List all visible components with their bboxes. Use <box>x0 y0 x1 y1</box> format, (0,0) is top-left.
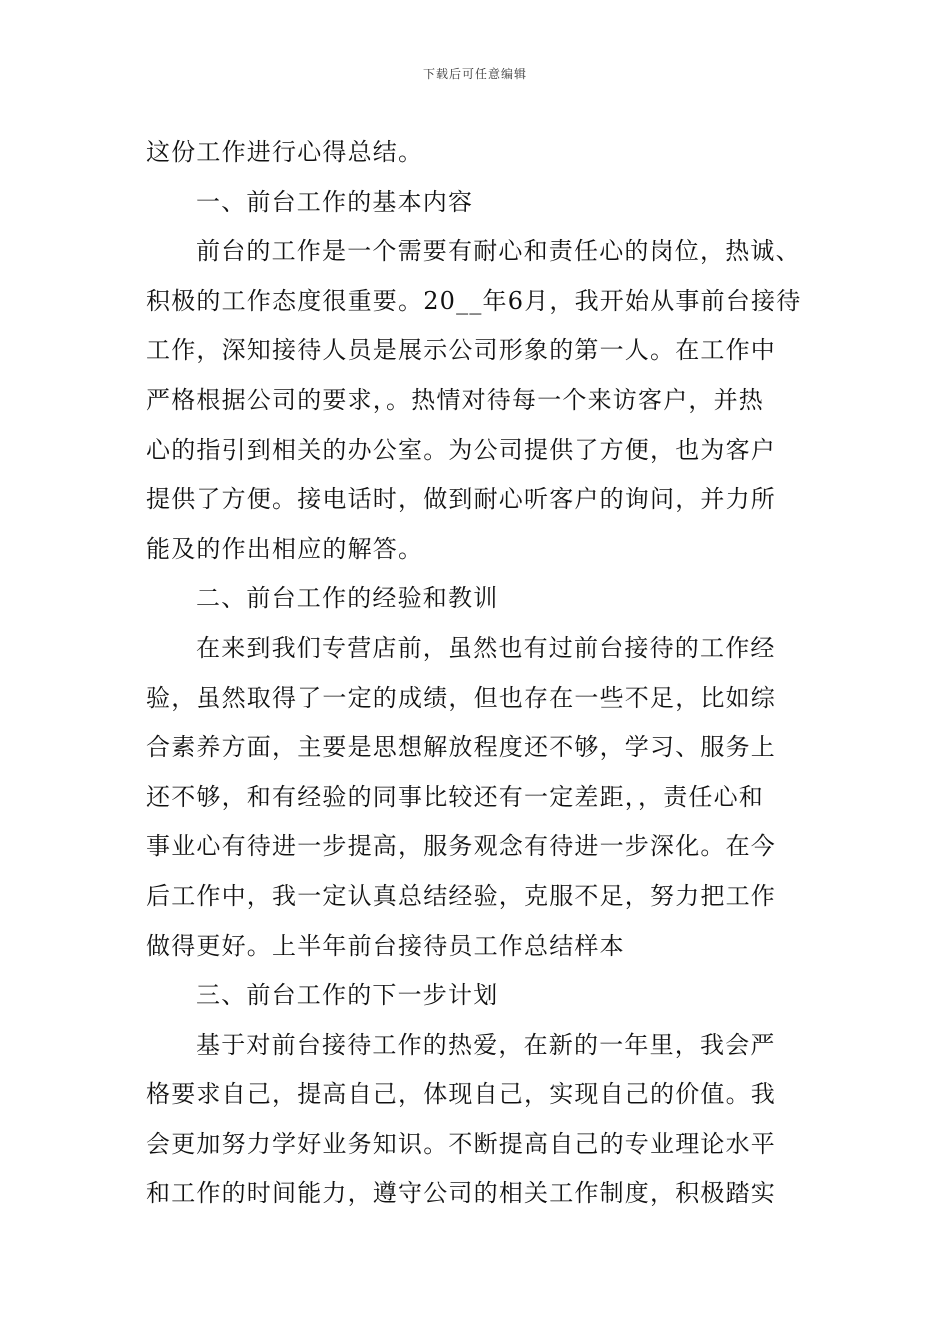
text-line: 在来到我们专营店前，虽然也有过前台接待的工作经 <box>196 633 776 662</box>
text-line: 前台的工作是一个需要有耐心和责任心的岗位，热诚、 <box>196 237 801 266</box>
text-line: 工作，深知接待人员是展示公司形象的第一人。在工作中 <box>146 336 776 365</box>
text-line: 还不够，和有经验的同事比较还有一定差距，，责任心和 <box>146 782 764 811</box>
text-line: 和工作的时间能力，遵守公司的相关工作制度，积极踏实 <box>146 1179 776 1208</box>
text-line: 做得更好。上半年前台接待员工作总结样本 <box>146 931 625 960</box>
text-line: 基于对前台接待工作的热爱，在新的一年里，我会严 <box>196 1030 776 1059</box>
text-line: 合素养方面，主要是思想解放程度还不够，学习、服务上 <box>146 733 776 762</box>
page-header: 下载后可任意编辑 <box>422 67 527 81</box>
text-line: 提供了方便。接电话时，做到耐心听客户的询问，并力所 <box>146 485 776 514</box>
text-line: 能及的作出相应的解答。 <box>146 534 424 563</box>
text-line: 验，虽然取得了一定的成绩，但也存在一些不足，比如综 <box>146 683 776 712</box>
text-line: 积极的工作态度很重要。20__年6月，我开始从事前台接待 <box>146 286 802 315</box>
text-line: 一、前台工作的基本内容 <box>196 187 474 216</box>
text-line: 会更加努力学好业务知识。不断提高自己的专业理论水平 <box>146 1129 776 1158</box>
text-line: 这份工作进行心得总结。 <box>146 138 424 166</box>
text-line: 严格根据公司的要求，。热情对待每一个来访客户，并热 <box>146 385 764 414</box>
text-line: 格要求自己，提高自己，体现自己，实现自己的价值。我 <box>146 1080 776 1109</box>
text-line: 三、前台工作的下一步计划 <box>196 981 499 1010</box>
text-line: 二、前台工作的经验和教训 <box>196 584 499 613</box>
document-body <box>146 128 834 1219</box>
text-line: 后工作中，我一定认真总结经验，克服不足，努力把工作 <box>146 881 776 910</box>
text-line: 心的指引到相关的办公室。为公司提供了方便，也为客户 <box>146 435 776 464</box>
text-line: 事业心有待进一步提高，服务观念有待进一步深化。在今 <box>146 832 776 861</box>
